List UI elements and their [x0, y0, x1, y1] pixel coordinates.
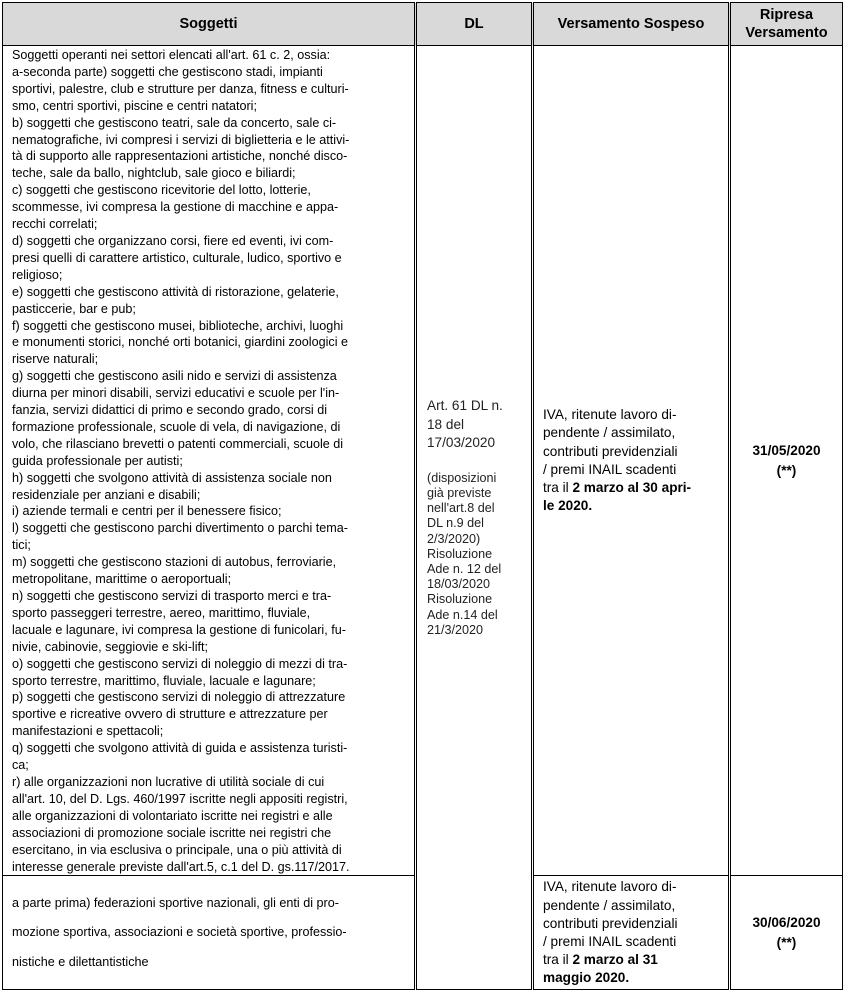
dl-cell — [416, 46, 533, 990]
text-line: formazione professionale, scuole di vela, di navigazione, di — [12, 419, 341, 434]
dl-note — [427, 471, 527, 638]
text-line: l) soggetti che gestiscono parchi divertimento o parchi tema- — [12, 521, 348, 536]
text-line: sporto terrestre, marittimo, fluviale, lacuale e lagunare; — [12, 673, 316, 688]
text-line: scommesse, ivi compresa la gestione di macchine e appa- — [12, 200, 339, 215]
text-line: tà di supporto alle rappresentazioni artistiche, nonché disco- — [12, 149, 348, 164]
text-line: alle organizzazioni di volontariato iscritte nei registri e alle — [12, 808, 333, 823]
text-line: m) soggetti che gestiscono stazioni di autobus, ferroviarie, — [12, 555, 337, 570]
text-line: p) soggetti che gestiscono servizi di noleggio di attrezzature — [12, 690, 346, 705]
text-line: o) soggetti che gestiscono servizi di noleggio di mezzi di tra- — [12, 656, 348, 671]
text-line: residenziale per anziani e disabili; — [12, 487, 201, 502]
text-line: volo, che rilasciano brevetti o patenti commerciali, scuole di — [12, 436, 344, 451]
text-line: i) aziende termali e centri per il benessere fisico; — [12, 504, 282, 519]
text-line: fanzia, servizi didattici di primo e secondo grado, corsi di — [12, 403, 327, 418]
text-line: r) alle organizzazioni non lucrative di utilità sociale di cui — [12, 774, 325, 789]
text-line: Risoluzione — [427, 546, 493, 561]
text-line: religioso; — [12, 267, 63, 282]
text-line: guida professionale per autisti; — [12, 453, 183, 468]
text-line: DL n.9 del — [427, 516, 484, 531]
text-line: Art. 61 DL n. — [427, 398, 503, 414]
text-line: nematografiche, ivi compresi i servizi di biglietteria e le attivi- — [12, 132, 350, 147]
text-line: manifestazioni e spettacoli; — [12, 724, 164, 739]
text-line: interesse generale previste dall'art.5, c.1 del D. gs.117/2017. — [12, 859, 350, 874]
text-line: c) soggetti che gestiscono ricevitorie del lotto, lotterie, — [12, 183, 311, 198]
ripresa-versamento-cell — [730, 46, 843, 876]
ripresa-note: (**) — [776, 934, 797, 950]
text-line: a parte prima) federazioni sportive nazionali, gli enti di pro- — [12, 895, 339, 910]
text-line: 18 del — [427, 416, 465, 432]
text-line: b) soggetti che gestiscono teatri, sale da concerto, sale ci- — [12, 115, 337, 130]
text-line: sportivi, palestre, club e strutture per danza, fitness e culturi- — [12, 81, 349, 96]
versamento-sospeso-cell — [533, 46, 730, 876]
text-line: 2/3/2020) — [427, 531, 481, 546]
text-line: metropolitane, marittime o aeroportuali; — [12, 572, 232, 587]
ripresa-versamento-cell — [730, 876, 843, 990]
ripresa-date: 31/05/2020 — [752, 442, 821, 458]
text-line: smo, centri sportivi, piscine e centri natatori; — [12, 98, 257, 113]
text-line: nivie, cabinovie, seggiovie e ski-lift; — [12, 639, 208, 654]
versamento-period-end: . — [625, 970, 630, 986]
text-line: riserve naturali; — [12, 352, 99, 367]
text-line: associazioni di promozione sociale iscritte nei registri che — [12, 825, 332, 840]
text-line: presi quelli di carattere artistico, culturale, ludico, sportivo e — [12, 250, 342, 265]
header-soggetti: Soggetti — [3, 3, 416, 46]
text-line: 17/03/2020 — [427, 435, 496, 451]
text-line: diurna per minori disabili, servizi educativi e scuole per l'in- — [12, 386, 340, 401]
dl-reference — [427, 397, 527, 453]
ripresa-date: 30/06/2020 — [752, 914, 821, 930]
text-line: e monumenti storici, nonché orti botanici, giardini zoologici e — [12, 335, 349, 350]
table-row — [3, 46, 843, 876]
suspension-table — [2, 2, 843, 990]
text-line: (disposizioni — [427, 470, 497, 485]
text-line: esercitano, in via esclusiva o principale, una o più attività di — [12, 842, 342, 857]
text-line: g) soggetti che gestiscono asili nido e servizi di assistenza — [12, 369, 337, 384]
header-ripresa-versamento — [730, 3, 843, 46]
text-line: nistiche e dilettantistiche — [12, 955, 149, 969]
text-line: sportive e ricreative ovvero di strutture e attrezzature per — [12, 707, 328, 722]
text-line: tici; — [12, 538, 31, 553]
text-line: Ade n.14 del — [427, 607, 498, 622]
text-line: ca; — [12, 758, 29, 773]
versamento-period-end: . — [588, 498, 593, 514]
versamento-text: IVA, ritenute lavoro di- pendente / assimilato, contributi previdenziali / premi INAIL scadenti tra il — [543, 407, 678, 495]
text-line: mozione sportiva, associazioni e società sportive, professio- — [12, 925, 347, 940]
text-line: pasticcerie, bar e pub; — [12, 301, 136, 316]
versamento-text: IVA, ritenute lavoro di- pendente / assimilato, contributi previdenziali / premi INAIL scadenti tra il — [543, 879, 678, 968]
header-ripresa-line1: Ripresa — [759, 7, 814, 23]
text-line: e) soggetti che gestiscono attività di ristorazione, gelaterie, — [12, 284, 339, 299]
text-line: d) soggetti che organizzano corsi, fiere ed eventi, ivi com- — [12, 233, 334, 248]
text-line: all'art. 10, del D. Lgs. 460/1997 iscritte negli appositi registri, — [12, 791, 348, 806]
text-line: nell'art.8 del — [427, 501, 495, 516]
text-line: n) soggetti che gestiscono servizi di trasporto merci e tra- — [12, 589, 332, 603]
text-line: f) soggetti che gestiscono musei, biblioteche, archivi, luoghi — [12, 318, 344, 333]
soggetti-cell — [3, 46, 416, 876]
text-line: 21/3/2020 — [427, 622, 484, 637]
text-line: lacuale e lagunare, ivi compresa la gestione di funicolari, fu- — [12, 622, 346, 637]
text-line: h) soggetti che svolgono attività di assistenza sociale non — [12, 470, 332, 485]
text-line: già previste — [427, 486, 492, 501]
text-line: q) soggetti che svolgono attività di guida e assistenza turisti- — [12, 741, 348, 756]
header-dl: DL — [416, 3, 533, 46]
versamento-sospeso-cell — [533, 876, 730, 990]
text-line: 18/03/2020 — [427, 577, 491, 592]
text-line: sporto passeggeri terrestre, aereo, marittimo, fluviale, — [12, 605, 311, 620]
text-line: Ade n. 12 del — [427, 562, 502, 577]
text-line: Soggetti operanti nei settori elencati all'art. 61 c. 2, ossia: — [12, 48, 331, 62]
text-line: teche, sale da ballo, nightclub, sale gioco e biliardi; — [12, 166, 296, 181]
text-line: Risoluzione — [427, 592, 493, 607]
header-versamento-sospeso: Versamento Sospeso — [533, 3, 730, 46]
header-ripresa-line2: Versamento — [745, 25, 828, 41]
header-row — [3, 3, 843, 46]
text-line: recchi correlati; — [12, 217, 98, 232]
ripresa-note: (**) — [776, 462, 797, 478]
versamento-period: 2 marzo al 30 apri- le 2020 — [543, 479, 692, 514]
versamento-period: 2 marzo al 31 maggio 2020 — [543, 952, 658, 986]
text-line: a-seconda parte) soggetti che gestiscono stadi, impianti — [12, 64, 323, 79]
soggetti-cell — [3, 876, 416, 990]
